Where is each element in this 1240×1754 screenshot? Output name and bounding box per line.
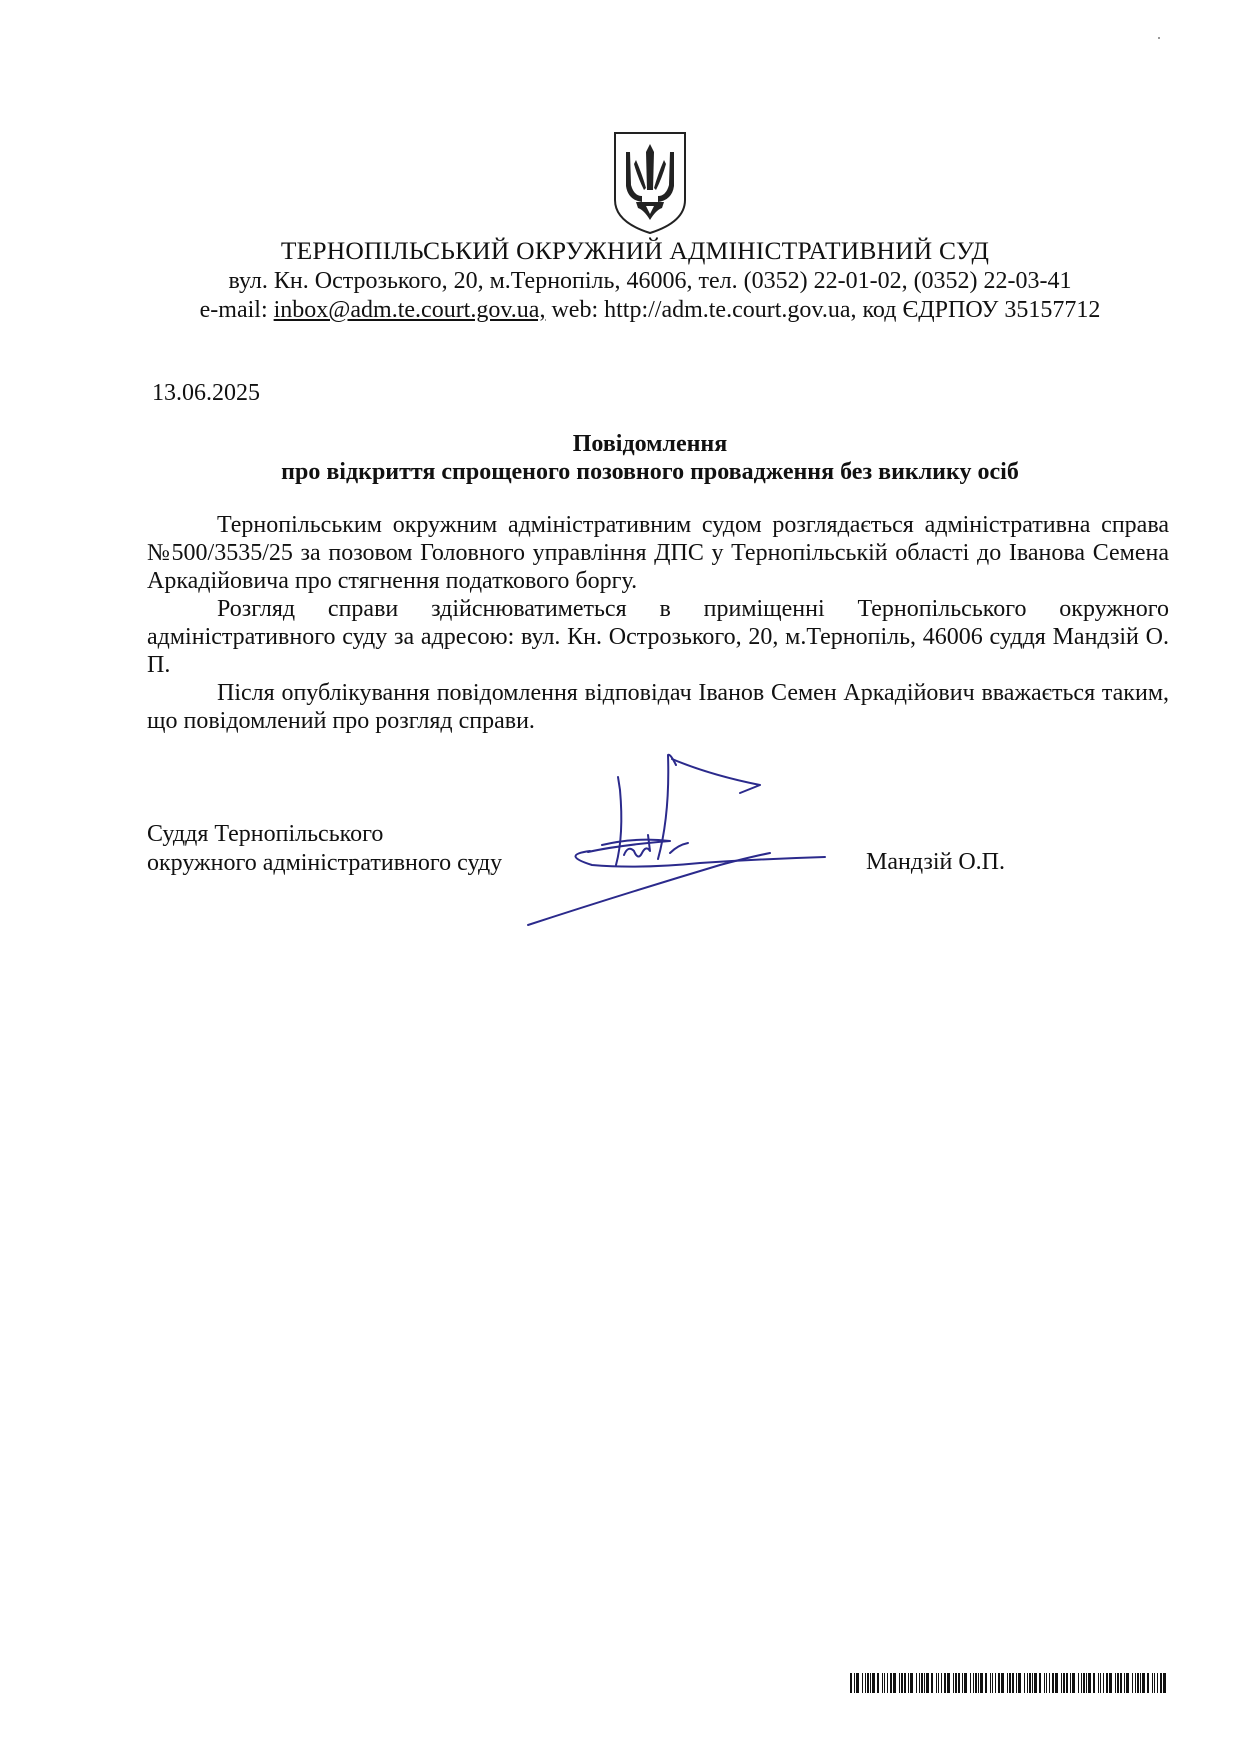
barcode-bar [1032,1673,1033,1693]
barcode-bar [936,1673,937,1693]
barcode-bar [1066,1673,1068,1693]
barcode-bar [970,1673,971,1693]
barcode-bar [1154,1673,1155,1693]
barcode-icon [850,1673,1166,1693]
barcode-bar [865,1673,866,1693]
barcode-bar [1001,1673,1004,1693]
barcode-bar [938,1673,939,1693]
barcode-bar [1115,1673,1116,1693]
barcode-bar [1088,1673,1091,1693]
barcode-bar [998,1673,1000,1693]
barcode-bar [1016,1673,1017,1693]
barcode-bar [1034,1673,1037,1693]
web-and-code: web: http://adm.te.court.gov.ua, код ЄДРПОУ 35157712 [545,297,1101,323]
court-name: ТЕРНОПІЛЬСЬКИЙ ОКРУЖНИЙ АДМІНІСТРАТИВНИЙ СУД [280,236,990,265]
barcode-bar [1081,1673,1082,1693]
judge-title [147,820,502,878]
barcode-bar [980,1673,983,1693]
barcode-bar [1072,1673,1075,1693]
email-label: e-mail: [199,297,274,323]
scan-mark [1158,37,1160,39]
barcode-bar [973,1673,974,1693]
barcode-bar [1140,1673,1141,1693]
barcode-bar [995,1673,996,1693]
barcode-bar [924,1673,925,1693]
barcode-bar [921,1673,923,1693]
barcode-bar [1093,1673,1095,1693]
barcode-bar [1012,1673,1014,1693]
barcode-bar [1046,1673,1047,1693]
handwritten-signature-icon [520,745,840,935]
barcode-bar [1024,1673,1025,1693]
barcode-bar [1163,1673,1166,1693]
paragraph: Розгляд справи здійснюватиметься в приміщенні Тернопільського окружного адміністративного суду за адресою: вул. Кн. Острозького, 20, м.Тернопіль, 46006 суддя Мандзій О. П. [147,596,1169,678]
barcode-bar [1070,1673,1071,1693]
barcode-bar [975,1673,977,1693]
barcode-bar [870,1673,871,1693]
document-date: 13.06.2025 [152,380,260,406]
barcode-bar [1009,1673,1011,1693]
barcode-bar [1083,1673,1085,1693]
barcode-bar [1147,1673,1149,1693]
barcode-bar [910,1673,913,1693]
barcode-bar [850,1673,852,1693]
barcode-bar [893,1673,896,1693]
court-address: вул. Кн. Острозького, 20, м.Тернопіль, 46006, тел. (0352) 22-01-02, (0352) 22-03-41 [228,268,1072,294]
barcode-bar [919,1673,920,1693]
barcode-bar [904,1673,906,1693]
judge-title-line: Суддя Тернопільського [147,821,384,847]
barcode-bar [1086,1673,1087,1693]
barcode-bar [1117,1673,1119,1693]
barcode-bar [916,1673,917,1693]
barcode-bar [1078,1673,1079,1693]
barcode-bar [964,1673,967,1693]
barcode-bar [978,1673,979,1693]
barcode-bar [1106,1673,1108,1693]
barcode-bar [877,1673,879,1693]
barcode-bar [884,1673,885,1693]
barcode-bar [1029,1673,1031,1693]
barcode-bar [1044,1673,1045,1693]
barcode-bar [1137,1673,1139,1693]
barcode-bar [908,1673,909,1693]
barcode-bar [854,1673,855,1693]
barcode-bar [1063,1673,1065,1693]
barcode-bar [1160,1673,1162,1693]
trident-emblem-icon [612,130,688,236]
barcode-bar [944,1673,946,1693]
barcode-bar [931,1673,933,1693]
barcode-bar [872,1673,875,1693]
barcode-bar [992,1673,993,1693]
barcode-bar [1124,1673,1125,1693]
barcode-bar [862,1673,863,1693]
paragraph: Тернопільським окружним адміністративним судом розглядається адміністративна справа №500/3535/25 за позовом Головного управління ДПС у Тернопільській області до Іванова Семена Аркадійовича про стягнення податкового боргу. [147,512,1169,594]
barcode-bar [882,1673,883,1693]
paragraph: Після опублікування повідомлення відповідач Іванов Семен Аркадійович вважається таким, що повідомлений про розгляд справи. [147,680,1169,734]
barcode-bar [1109,1673,1112,1693]
barcode-bar [1061,1673,1062,1693]
email-link[interactable]: inbox@adm.te.court.gov.ua, [273,297,546,323]
barcode-bar [1098,1673,1099,1693]
barcode-bar [947,1673,950,1693]
court-contacts [0,297,1240,324]
notice-subtitle: про відкриття спрощеного позовного провадження без виклику осіб [281,459,1019,485]
judge-title-line: окружного адміністративного суду [147,850,503,876]
barcode-bar [1007,1673,1008,1693]
barcode-bar [1132,1673,1133,1693]
barcode-bar [1039,1673,1041,1693]
barcode-bar [1018,1673,1021,1693]
barcode-bar [990,1673,991,1693]
barcode-bar [899,1673,900,1693]
barcode-bar [926,1673,929,1693]
barcode-bar [962,1673,963,1693]
barcode-bar [955,1673,957,1693]
barcode-bar [1100,1673,1101,1693]
barcode-bar [1055,1673,1058,1693]
barcode-bar [1049,1673,1050,1693]
barcode-bar [941,1673,942,1693]
barcode-bar [953,1673,954,1693]
barcode-bar [1152,1673,1153,1693]
barcode-bar [901,1673,903,1693]
barcode-bar [1103,1673,1104,1693]
barcode-bar [1157,1673,1158,1693]
barcode-bar [958,1673,960,1693]
barcode-bar [867,1673,869,1693]
barcode-bar [1142,1673,1145,1693]
barcode-bar [1135,1673,1136,1693]
barcode-bar [1052,1673,1054,1693]
judge-name: Мандзій О.П. [866,849,1005,875]
barcode-bar [1126,1673,1129,1693]
notice-title: Повідомлення [572,431,728,457]
barcode-bar [985,1673,987,1693]
barcode-bar [890,1673,892,1693]
barcode-bar [1120,1673,1122,1693]
notice-body [147,511,1169,735]
barcode-bar [856,1673,859,1693]
barcode-bar [887,1673,888,1693]
barcode-bar [1027,1673,1028,1693]
